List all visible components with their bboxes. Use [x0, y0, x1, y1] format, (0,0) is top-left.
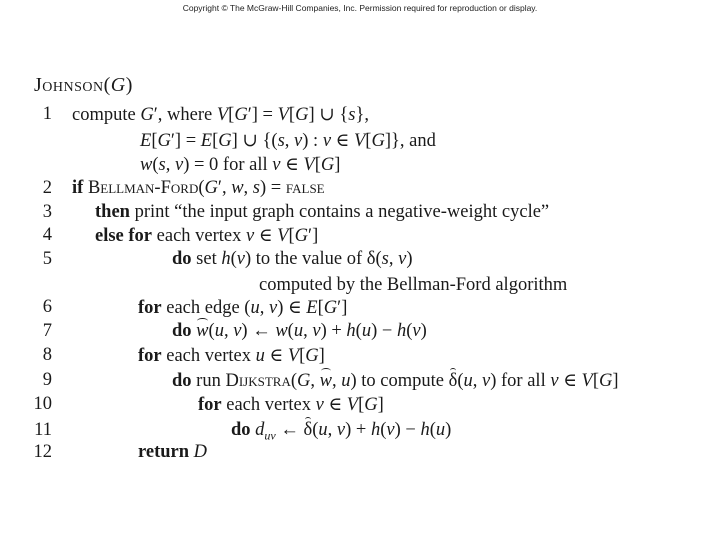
line-number: 9 — [42, 370, 52, 390]
line-number: 3 — [42, 202, 52, 222]
line-number: 12 — [33, 442, 52, 462]
line-number: 1 — [42, 104, 52, 124]
line-number: 5 — [42, 249, 52, 269]
line-number: 2 — [42, 178, 52, 198]
copyright-notice: Copyright © The McGraw-Hill Companies, Inc. Permission required for reproduction or display. — [182, 3, 538, 13]
line-number: 8 — [42, 345, 52, 365]
line-number: 6 — [42, 297, 52, 317]
line-number: 4 — [42, 225, 52, 245]
algorithm-title: Johnson(G) — [34, 74, 133, 96]
line-number: 7 — [42, 321, 52, 341]
line-number: 11 — [34, 420, 52, 440]
line-number: 10 — [33, 394, 52, 414]
